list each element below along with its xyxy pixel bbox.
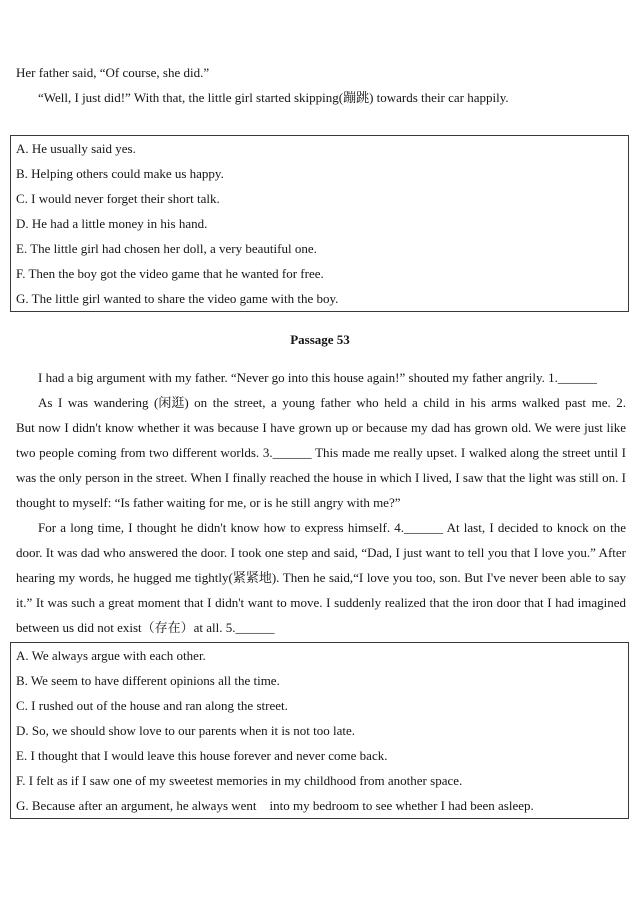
passage-line: As I was wandering (闲逛) on the street, a young father who held a child in his arms walked past me. 2. [38,395,626,410]
option-c: C. I would never forget their short talk. [16,191,220,206]
passage-line: thought to myself: “Is father waiting for me, or is he still angry with me?” [16,495,401,510]
option-a: A. We always argue with each other. [16,648,206,663]
option-g: G. Because after an argument, he always went into my bedroom to see whether I had been asleep. [16,798,534,813]
passage-line: But now I didn't know whether it was because I have grown up or because my dad has grown old. We were just like [16,420,626,435]
options-box-1 [10,135,629,312]
passage-line: it.” It was such a great moment that I didn't want to move. I suddenly realized that the iron door that I had imagined [16,595,626,610]
passage-line: I had a big argument with my father. “Never go into this house again!” shouted my father angrily. 1.______ [38,370,597,385]
intro-text [16,60,627,110]
option-b: B. We seem to have different opinions all the time. [16,673,280,688]
option-d: D. He had a little money in his hand. [16,216,208,231]
option-d: D. So, we should show love to our parents when it is not too late. [16,723,356,738]
passage-line: hearing my words, he hugged me tightly(紧紧地). Then he said,“I love you too, son. But I've never been able to say [16,570,626,585]
option-b: B. Helping others could make us happy. [16,166,224,181]
option-e: E. The little girl had chosen her doll, a very beautiful one. [16,241,317,256]
passage-line: door. It was dad who answered the door. I took one step and said, “Dad, I just want to tell you that I love you.” After [16,545,626,560]
passage-title: Passage 53 [290,332,350,347]
text-line: Her father said, “Of course, she did.” [16,65,210,80]
text-line: “Well, I just did!” With that, the little girl started skipping(蹦跳) towards their car happily. [38,90,509,105]
option-f: F. I felt as if I saw one of my sweetest memories in my childhood from another space. [16,773,463,788]
passage-text [16,365,627,640]
option-c: C. I rushed out of the house and ran along the street. [16,698,288,713]
passage-line: For a long time, I thought he didn't know how to express himself. 4.______ At last, I decided to knock on the [38,520,626,535]
option-f: F. Then the boy got the video game that he wanted for free. [16,266,324,281]
passage-line: between us did not exist（存在）at all. 5.______ [16,620,275,635]
option-e: E. I thought that I would leave this house forever and never come back. [16,748,388,763]
options-box-2 [10,642,629,819]
passage-line: was the only person in the street. When I finally reached the house in which I lived, I saw that the light was still on. I [16,470,626,485]
option-g: G. The little girl wanted to share the video game with the boy. [16,291,339,306]
passage-line: two people coming from two different worlds. 3.______ This made me really upset. I walked along the street until I [16,445,626,460]
option-a: A. He usually said yes. [16,141,136,156]
